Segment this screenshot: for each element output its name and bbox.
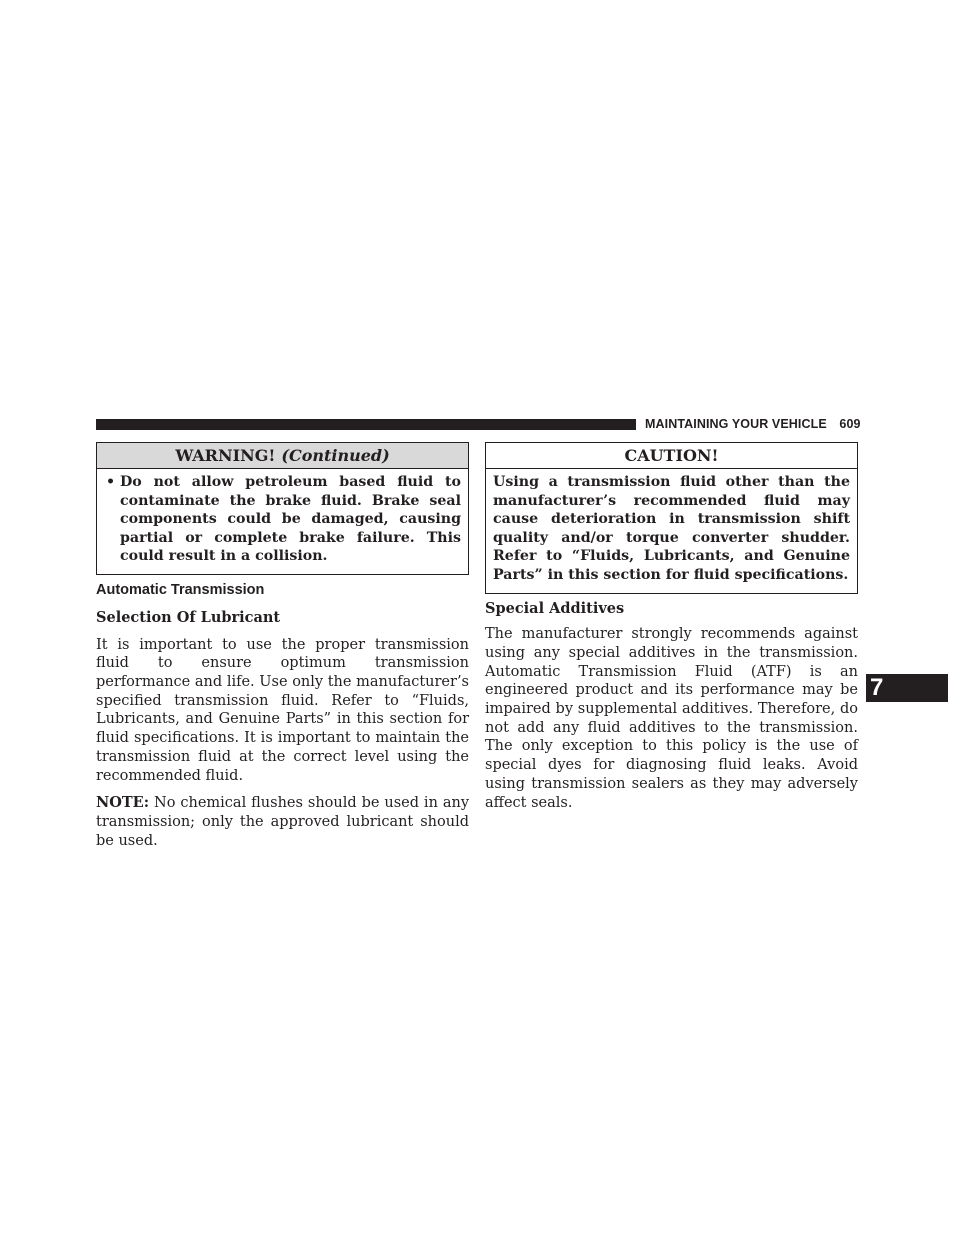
warning-header xyxy=(97,443,468,469)
warning-bullet-item xyxy=(104,473,461,566)
note-text: No chemical flushes should be used in any transmission; only the approved lubricant should be used. xyxy=(96,795,470,849)
lubricant-paragraph: It is important to use the proper transmission fluid to ensure optimum transmission performance and life. Use only the manufacturer’s specified transmission fluid. Refer to “Fluids, Lubricants, and Genuine Parts” in this section for fluid specifications. It is important to maintain the transmission fluid at the correct level using the recommended fluid. xyxy=(96,636,469,784)
caution-box xyxy=(485,442,858,594)
warning-title: WARNING! xyxy=(175,446,276,465)
page-number: 609 xyxy=(839,417,861,431)
section-title: MAINTAINING YOUR VEHICLE xyxy=(645,417,827,431)
note-paragraph xyxy=(96,794,469,850)
section-heading: Automatic Transmission xyxy=(96,581,265,598)
chapter-tab: 7 xyxy=(866,674,948,702)
header-rule xyxy=(96,419,636,430)
warning-text: Do not allow petroleum based fluid to contaminate the brake fluid. Brake seal components could be damaged, causing partial or complete brake failure. This could result in a collision. xyxy=(120,474,461,565)
right-column xyxy=(485,442,858,812)
caution-header: CAUTION! xyxy=(486,443,857,469)
additives-subheading: Special Additives xyxy=(485,599,625,617)
lubricant-subheading: Selection Of Lubricant xyxy=(96,608,281,626)
running-header xyxy=(645,417,861,431)
note-label: NOTE: xyxy=(96,794,150,812)
caution-body: Using a transmission fluid other than the manufacturer’s recommended fluid may cause deterioration in transmission shift quality and/or torque converter shudder. Refer to “Fluids, Lubricants, and Genuine Parts” in this section for fluid specifications. xyxy=(493,474,850,583)
additives-paragraph: The manufacturer strongly recommends against using any special additives in the transmission. Automatic Transmission Fluid (ATF) is an engineered product and its performance may be impaired by supplemental additives. Therefore, do not add any fluid additives to the transmission. The only exception to this policy is the use of special dyes for diagnosing fluid leaks. Avoid using transmission sealers as they may adversely affect seals. xyxy=(485,626,858,811)
bullet-icon: • xyxy=(106,474,116,490)
left-column xyxy=(96,442,469,850)
warning-box xyxy=(96,442,469,575)
warning-title-suffix: (Continued) xyxy=(281,446,390,465)
warning-body xyxy=(97,469,468,574)
